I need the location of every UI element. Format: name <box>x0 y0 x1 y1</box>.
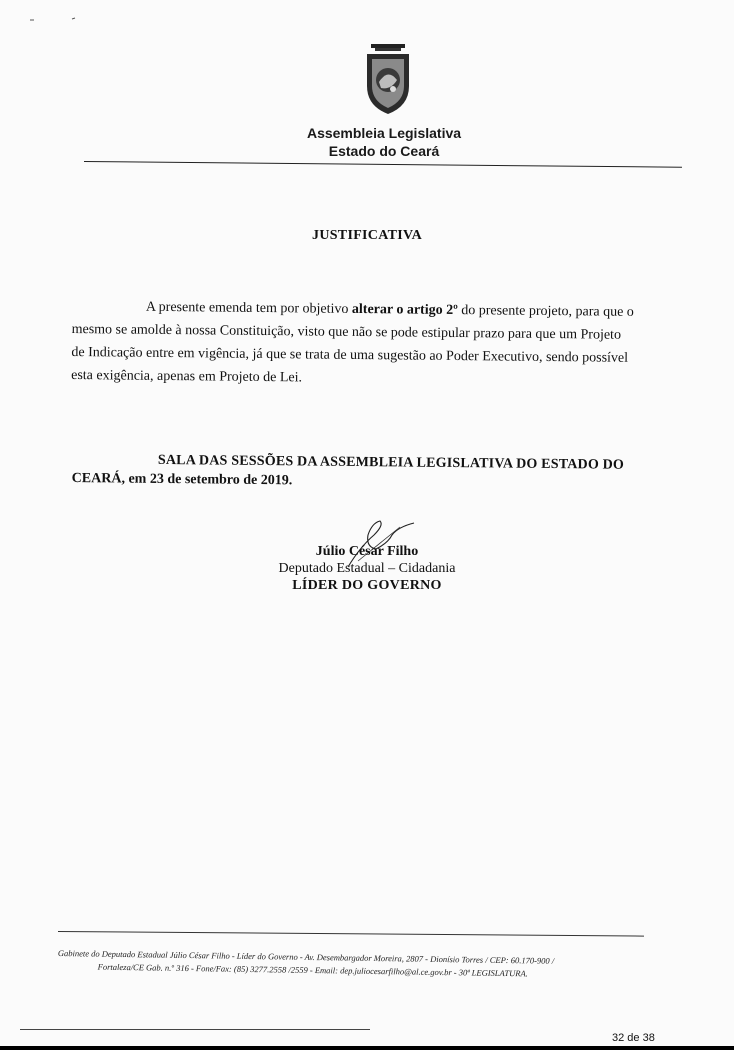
justification-paragraph <box>71 295 676 393</box>
paragraph-line-3: de Indicação entre em vigência, já que se trata de uma sugestão ao Poder Executivo, sendo possível <box>71 344 629 366</box>
office-footer <box>58 947 658 982</box>
closing-line-2: CEARÁ, em 23 de setembro de 2019. <box>71 470 293 489</box>
document-title: JUSTIFICATIVA <box>312 228 422 243</box>
footer-line-1: Gabinete do Deputado Estadual Júlio César Filho - Líder do Governo - Av. Desembargador Moreira, 2807 - Dionísio Torres / CEP: 60.170-900 / <box>57 947 555 966</box>
paragraph-line-2: mesmo se amolde à nossa Constituição, visto que não se pode estipular prazo para que um Projeto <box>71 321 622 343</box>
paragraph-line-1: A presente emenda tem por objetivo alterar o artigo 2º do presente projeto, para que o <box>145 299 634 320</box>
closing-formula <box>72 450 676 494</box>
institution-header <box>300 124 468 160</box>
state-name: Estado do Ceará <box>328 143 440 159</box>
bold-phrase: alterar o artigo 2º <box>351 301 458 319</box>
signatory-position: LÍDER DO GOVERNO <box>292 578 442 593</box>
page-counter: 32 de 38 <box>612 1032 655 1044</box>
closing-line-1: SALA DAS SESSÕES DA ASSEMBLEIA LEGISLATIVA DO ESTADO DO <box>157 452 625 473</box>
signatory-name: Júlio César Filho <box>315 544 419 559</box>
bottom-divider <box>20 1029 370 1030</box>
footer-line-2: Fortaleza/CE Gab. n.º 316 - Fone/Fax: (85) 3277.2558 /2559 - Email: dep.juliocesarfilho@al.ce.gov.br - 30ª LEGISLATURA. <box>97 961 528 979</box>
signatory-role: Deputado Estadual – Cidadania <box>278 561 456 576</box>
paragraph-line-4: esta exigência, apenas em Projeto de Lei. <box>71 367 303 386</box>
scan-marks <box>30 14 90 24</box>
signature-block <box>262 543 472 594</box>
coat-of-arms-seal-icon <box>357 42 419 116</box>
header-divider <box>84 161 682 168</box>
footer-divider <box>58 931 644 937</box>
institution-name: Assembleia Legislativa <box>306 125 462 141</box>
